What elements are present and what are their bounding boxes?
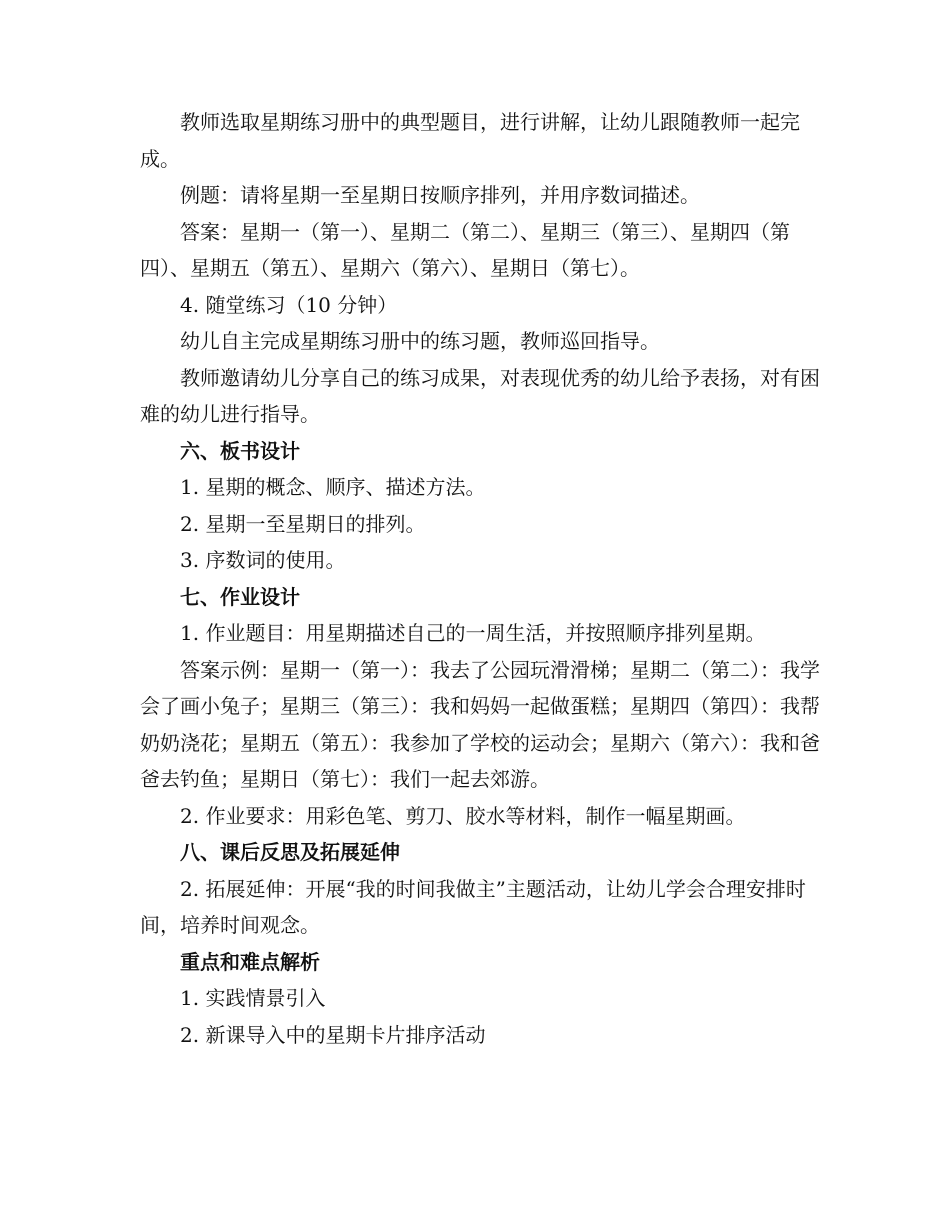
list-item: 3. 序数词的使用。 [180, 548, 346, 572]
document-body [140, 104, 820, 1053]
list-item: 2. 作业要求：用彩色笔、剪刀、胶水等材料，制作一幅星期画。 [180, 803, 746, 828]
list-item: 答案示例：星期一（第一）：我去了公园玩滑滑梯；星期二（第二）：我学会了画小兔子；星期三（第三）：我和妈妈一起做蛋糕；星期四（第四）：我帮奶奶浇花；星期五（第五）：我参加了学校的运动会；星期六（第六）：我和爸爸去钓鱼；星期日（第七）：我们一起去郊游。 [140, 657, 820, 791]
list-item: 2. 星期一至星期日的排列。 [180, 511, 426, 536]
paragraph-answer: 答案：星期一（第一）、星期二（第二）、星期三（第三）、星期四（第四）、星期五（第五）、星期六（第六）、星期日（第七）。 [140, 219, 790, 280]
section-heading-homework: 七、作业设计 [180, 584, 300, 609]
paragraph-practice-title: 4. 随堂练习（10 分钟） [180, 292, 398, 317]
section-heading-reflection: 八、课后反思及拓展延伸 [180, 840, 400, 864]
paragraph-practice-2: 教师邀请幼儿分享自己的练习成果，对表现优秀的幼儿给予表扬，对有困难的幼儿进行指导。 [140, 365, 820, 426]
list-item: 2. 拓展延伸：开展“我的时间我做主”主题活动，让幼儿学会合理安排时间，培养时间观念。 [140, 876, 806, 937]
paragraph-practice-1: 幼儿自主完成星期练习册中的练习题，教师巡回指导。 [180, 329, 660, 353]
section-heading-key-points: 重点和难点解析 [180, 949, 320, 974]
paragraph-exercise-intro: 教师选取星期练习册中的典型题目，进行讲解，让幼儿跟随教师一起完成。 [140, 110, 800, 171]
list-item: 1. 星期的概念、顺序、描述方法。 [180, 475, 486, 499]
section-heading-board-design: 六、板书设计 [180, 438, 300, 463]
list-item: 1. 作业题目：用星期描述自己的一周生活，并按照顺序排列星期。 [180, 621, 766, 645]
list-item: 1. 实践情景引入 [180, 986, 326, 1010]
paragraph-example: 例题：请将星期一至星期日按顺序排列，并用序数词描述。 [180, 183, 700, 207]
list-item: 2. 新课导入中的星期卡片排序活动 [180, 1022, 486, 1047]
